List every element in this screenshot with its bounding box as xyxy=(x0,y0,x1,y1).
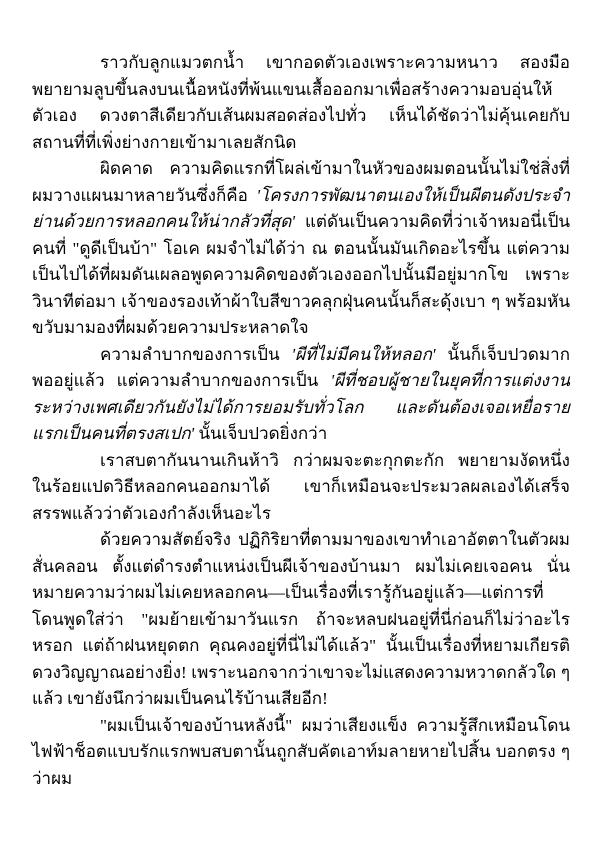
text-segment: นั้นเจ็บปวดยิ่งกว่า xyxy=(194,424,328,443)
text-segment: เราสบตากันนานเกินห้าวิ กว่าผมจะตะกุกตะกัก พยายามงัดหนึ่งในร้อยแปดวิธีหลอกคนออกมาได้ เขาก็เหมือนจะประมวลผลเองได้เสร็จสรรพแล้วว่าตัวเองกำลังเห็นอะไร xyxy=(32,450,570,523)
paragraph xyxy=(32,156,570,342)
paragraph xyxy=(32,527,570,713)
paragraph xyxy=(32,713,570,793)
italic-text-segment: 'ผีที่ไม่มีคนให้หลอก' xyxy=(291,344,436,364)
paragraph xyxy=(32,342,570,448)
italic-text-segment: 'โครงการพัฒนาตนเองให้เป็นผีตนดังประจำย่านด้วยการหลอกคนให้น่ากลัวที่สุด' xyxy=(32,185,570,231)
text-segment: ด้วยความสัตย์จริง ปฏิกิริยาที่ตามมาของเขาทำเอาอัตตาในตัวผมสั่นคลอน ตั้งแต่ดำรงตำแหน่งเป็นผีเจ้าของบ้านมา ผมไม่เคยเจอคน นั่นหมายความว่าผมไม่เคยหลอกคน—เป็นเรื่องที่เรารู้กันอยู่แล้ว—แต่การที่โดนพูดใส่ว่า "ผมย้ายเข้ามาวันแรก ถ้าจะหลบฝนอยู่ที่นี่ก่อนก็ไม่ว่าอะไรหรอก แต่ถ้าฝนหยุดตก คุณคงอยู่ที่นี่ไม่ได้แล้ว" นั้นเป็นเรื่องที่หยามเกียรติดวงวิญญาณอย่างยิ่ง! เพราะนอกจากว่าเขาจะไม่แสดงความหวาดกลัวใด ๆ แล้ว เขายังนึกว่าผมเป็นคนไร้บ้านเสียอีก! xyxy=(32,530,570,708)
paragraph xyxy=(32,448,570,528)
text-segment: แต่ดันเป็นความคิดที่ว่าเจ้าหมอนี่เป็นคนที่ "ดูดีเป็นบ้า" โอเค ผมจำไม่ได้ว่า ณ ตอนนั้นมันเกิดอะไรขึ้น แต่ความเป็นไปได้ที่ผมดันเผลอพูดความคิดของตัวเองออกไปนั้นมีอยู่มากโข เพราะวินาทีต่อมา เจ้าของรองเท้าผ้าใบสีขาวคลุกฝุ่นคนนั้นก็สะดุ้งเบา ๆ พร้อมหันขวับมามองที่ผมด้วยความประหลาดใจ xyxy=(32,212,570,337)
text-segment: "ผมเป็นเจ้าของบ้านหลังนี้" ผมว่าเสียงแข็ง ความรู้สึกเหมือนโดนไฟฟ้าช็อตแบบรักแรกพบสบตานั้นถูกสับคัตเอาท์มลายหายไปสิ้น บอกตรง ๆ ว่าผม xyxy=(32,715,570,788)
paragraph xyxy=(32,50,570,156)
text-segment: ราวกับลูกแมวตกน้ำ เขากอดตัวเองเพราะความหนาว สองมือพยายามลูบขึ้นลงบนเนื้อหนังที่พ้นแขนเสื้อออกมาเพื่อสร้างความอบอุ่นให้ตัวเอง ดวงตาสีเดียวกับเส้นผมสอดส่องไปทั่ว เห็นได้ชัดว่าไม่คุ้นเคยกับสถานที่ที่เพิ่งย่างกายเข้ามาเลยสักนิด xyxy=(32,53,570,152)
text-column xyxy=(32,50,570,792)
text-segment: ความลำบากของการเป็น xyxy=(100,344,292,364)
text-segment: ผิดคาด ความคิดแรกที่โผล่เข้ามาในหัวของผมตอนนั้นไม่ใช่สิ่งที่ผมวางแผนมาหลายวันซึ่งก็คือ xyxy=(32,159,570,205)
text-segment: นั้นก็เจ็บปวดมากพออยู่แล้ว แต่ความลำบากของการเป็น xyxy=(32,344,570,390)
italic-text-segment: 'ผีที่ชอบผู้ชายในยุคที่การแต่งงานระหว่างเพศเดียวกันยังไม่ได้การยอมรับทั่วโลก และดันต้องเจอเหยื่อรายแรกเป็นคนที่ตรงสเปก' xyxy=(32,371,570,443)
